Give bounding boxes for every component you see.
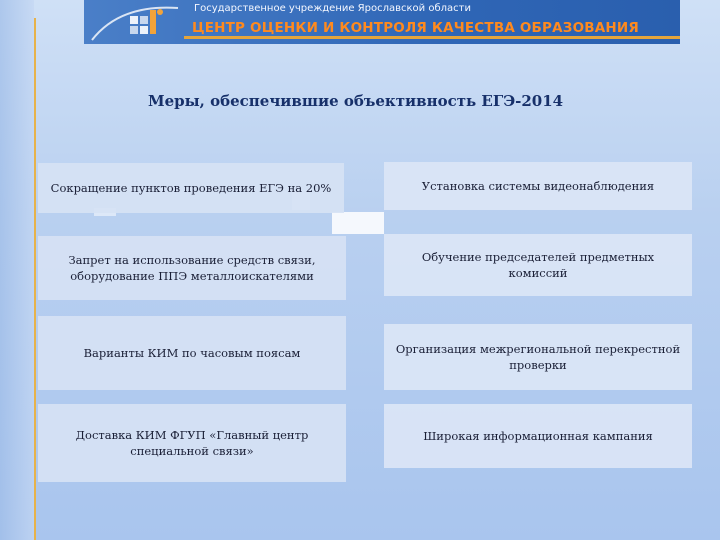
header-subtitle: Государственное учреждение Ярославской области: [194, 3, 471, 14]
header-accent-line: [184, 36, 680, 39]
header-title: ЦЕНТР ОЦЕНКИ И КОНТРОЛЯ КАЧЕСТВА ОБРАЗОВАНИЯ: [192, 20, 639, 36]
page-title: Меры, обеспечившие объективность ЕГЭ-2014: [148, 92, 564, 110]
left-accent-rule: [34, 18, 36, 540]
header-banner: [84, 0, 680, 44]
measure-card-left-4: Доставка КИМ ФГУП «Главный центр специальной связи»: [38, 404, 346, 482]
measure-card-left-3: Варианты КИМ по часовым поясам: [38, 316, 346, 390]
left-decor-band: [0, 0, 34, 540]
measure-card-right-1: Установка системы видеонаблюдения: [384, 162, 692, 210]
decor-block: [332, 212, 384, 234]
building-logo-icon: [90, 2, 180, 42]
measure-card-left-1: Сокращение пунктов проведения ЕГЭ на 20%: [38, 163, 344, 213]
measure-card-right-3: Организация межрегиональной перекрестной проверки: [384, 324, 692, 390]
measure-card-right-2: Обучение председателей предметных комиссий: [384, 234, 692, 296]
measure-card-left-2: Запрет на использование средств связи, оборудование ППЭ металлоискателями: [38, 236, 346, 300]
measure-card-right-4: Широкая информационная кампания: [384, 404, 692, 468]
